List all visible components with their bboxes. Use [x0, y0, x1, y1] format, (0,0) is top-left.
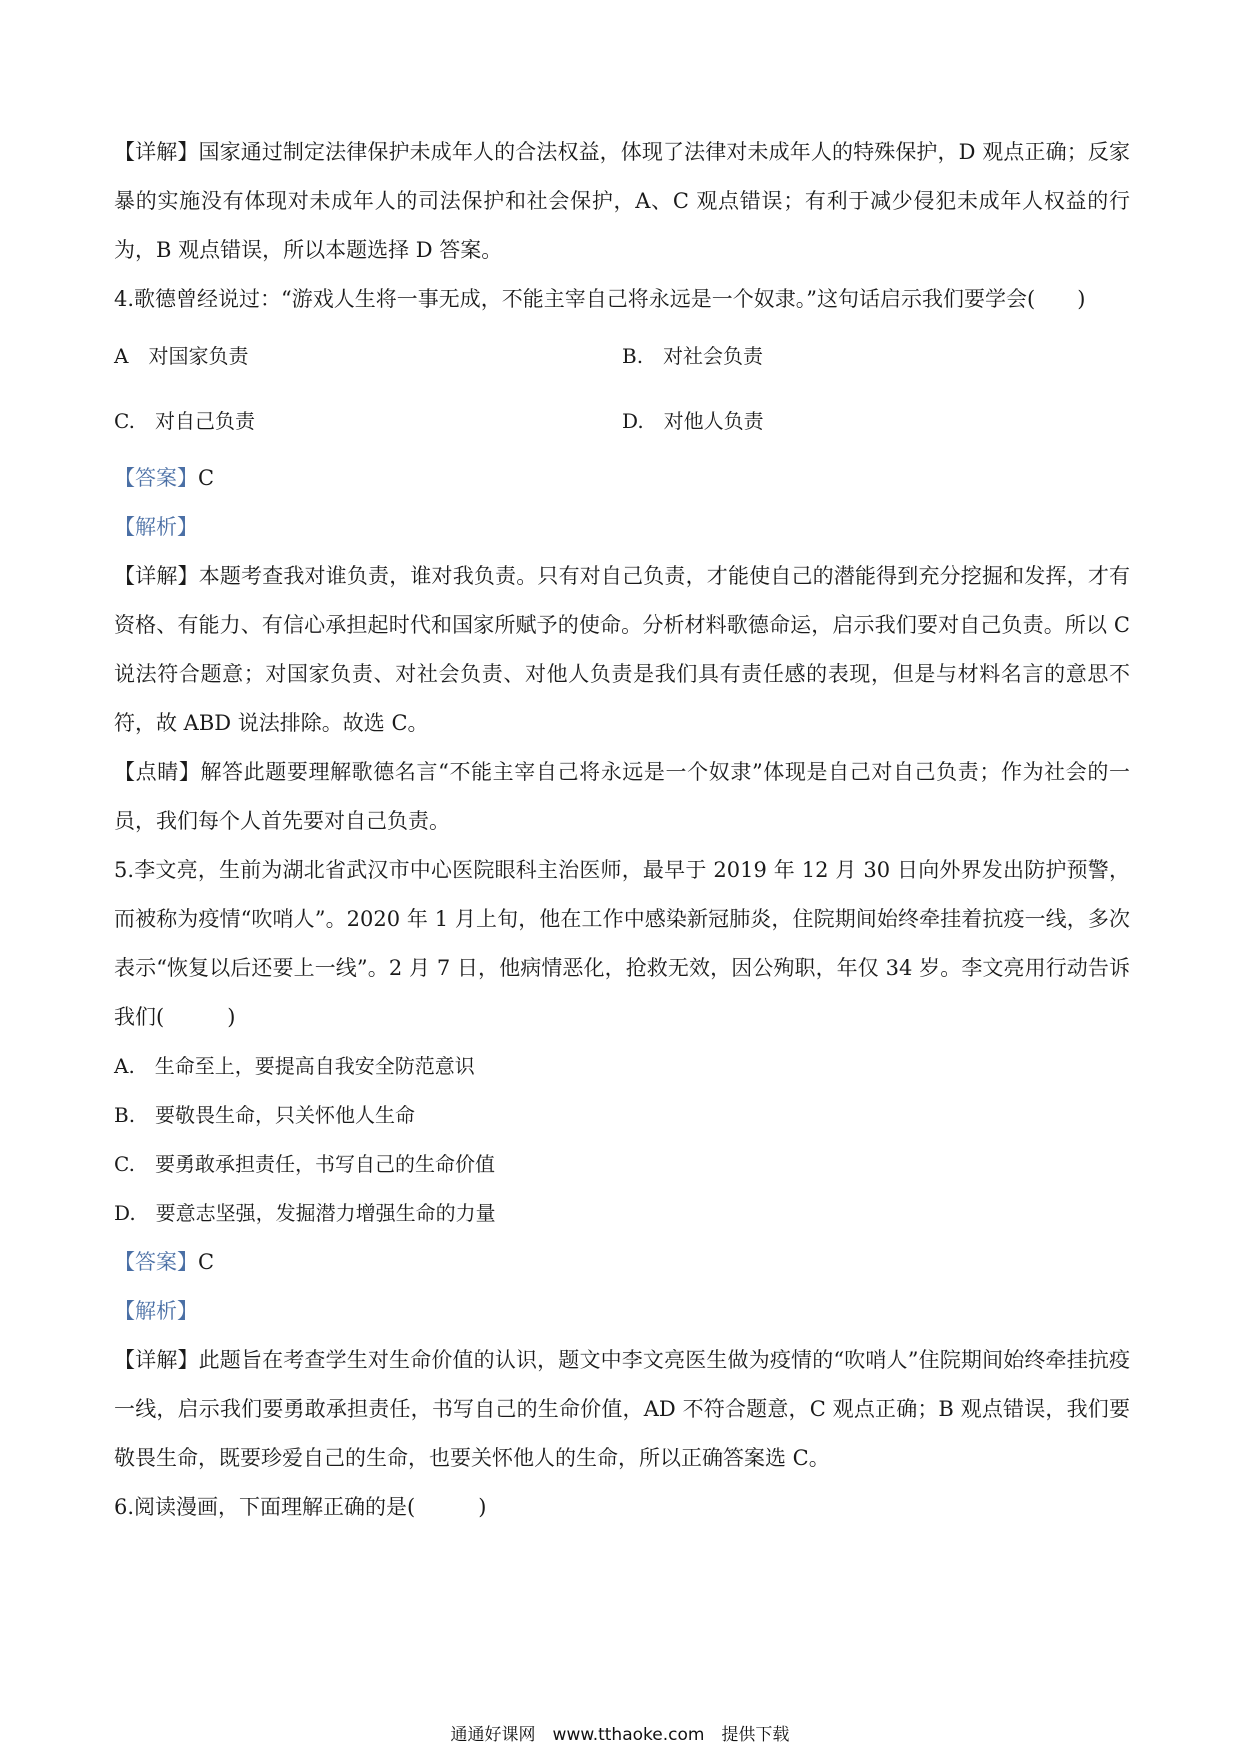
q5-option-a: A. 生命至上，要提高自我安全防范意识	[114, 1054, 475, 1078]
q4-stem: 4.歌德曾经说过：“游戏人生将一事无成，不能主宰自己将永远是一个奴隶。”这句话启示我们要学会( )	[114, 287, 1086, 311]
q4-answer	[114, 454, 1130, 503]
analysis-label: 【解析】	[114, 1299, 198, 1323]
q4-option-b: B. 对社会负责	[622, 344, 764, 368]
detail-text: 本题考查我对谁负责，谁对我负责。只有对自己负责，才能使自己的潜能得到充分挖掘和发挥，才有资格、有能力、有信心承担起时代和国家所赋予的使命。分析材料歌德命运，启示我们要对自己负责。所以 C 说法符合题意；对国家负责、对社会负责、对他人负责是我们具有责任感的表现，但是与材料名言的意思不符，故 ABD 说法排除。故选 C。	[114, 564, 1131, 735]
q4-option-d: D. 对他人负责	[622, 409, 764, 433]
q4-tip	[114, 748, 1130, 846]
answer-value: C	[198, 466, 215, 490]
tip-text: 解答此题要理解歌德名言“不能主宰自己将永远是一个奴隶”体现是自己对自己负责；作为社会的一员，我们每个人首先要对自己负责。	[114, 760, 1131, 833]
detail-label: 【详解】	[114, 1348, 199, 1372]
answer-label: 【答案】	[114, 466, 198, 490]
q3-detail	[114, 128, 1130, 275]
detail-text: 此题旨在考查学生对生命价值的认识，题文中李文亮医生做为疫情的“吹哨人”住院期间始终牵挂抗疫一线，启示我们要勇敢承担责任，书写自己的生命价值，AD 不符合题意，C 观点正确；B 观点错误，我们要敬畏生命，既要珍爱自己的生命，也要关怀他人的生命，所以正确答案选 C。	[114, 1348, 1131, 1470]
detail-text: 国家通过制定法律保护未成年人的合法权益，体现了法律对未成年人的特殊保护，D 观点正确；反家暴的实施没有体现对未成年人的司法保护和社会保护，A、C 观点错误；有利于减少侵犯未成年人权益的行为，B 观点错误，所以本题选择 D 答案。	[114, 140, 1130, 262]
q4-options	[114, 324, 1130, 454]
analysis-label: 【解析】	[114, 515, 198, 539]
detail-label: 【详解】	[114, 564, 199, 588]
q5-analysis	[114, 1287, 1130, 1336]
page-footer: 通通好课网 www.tthaoke.com 提供下载	[450, 1725, 790, 1745]
q4-analysis	[114, 503, 1130, 552]
q6-stem: 6.阅读漫画，下面理解正确的是( )	[114, 1495, 487, 1519]
q4-option-c: C. 对自己负责	[114, 409, 255, 433]
q5-option-b: B. 要敬畏生命，只关怀他人生命	[114, 1103, 416, 1127]
document-body	[114, 128, 1130, 1532]
q5-stem: 5.李文亮，生前为湖北省武汉市中心医院眼科主治医师，最早于 2019 年 12 月 30 日向外界发出防护预警，而被称为疫情“吹哨人”。2020 年 1 月上旬，他在工作中感染新冠肺炎，住院期间始终牵挂着抗疫一线，多次表示“恢复以后还要上一线”。2 月 7 日，他病情恶化，抢救无效，因公殉职，年仅 34 岁。李文亮用行动告诉我们( )	[114, 858, 1130, 1029]
tip-label: 【点睛】	[114, 760, 201, 784]
q5-answer	[114, 1238, 1130, 1287]
q5-option-d: D. 要意志坚强，发掘潜力增强生命的力量	[114, 1201, 496, 1225]
q5-option-c: C. 要勇敢承担责任，书写自己的生命价值	[114, 1152, 495, 1176]
q5-detail	[114, 1336, 1130, 1483]
q4-detail	[114, 552, 1130, 748]
detail-label: 【详解】	[114, 140, 199, 164]
answer-value: C	[198, 1250, 215, 1274]
q4-option-a: A 对国家负责	[114, 344, 249, 368]
answer-label: 【答案】	[114, 1250, 198, 1274]
